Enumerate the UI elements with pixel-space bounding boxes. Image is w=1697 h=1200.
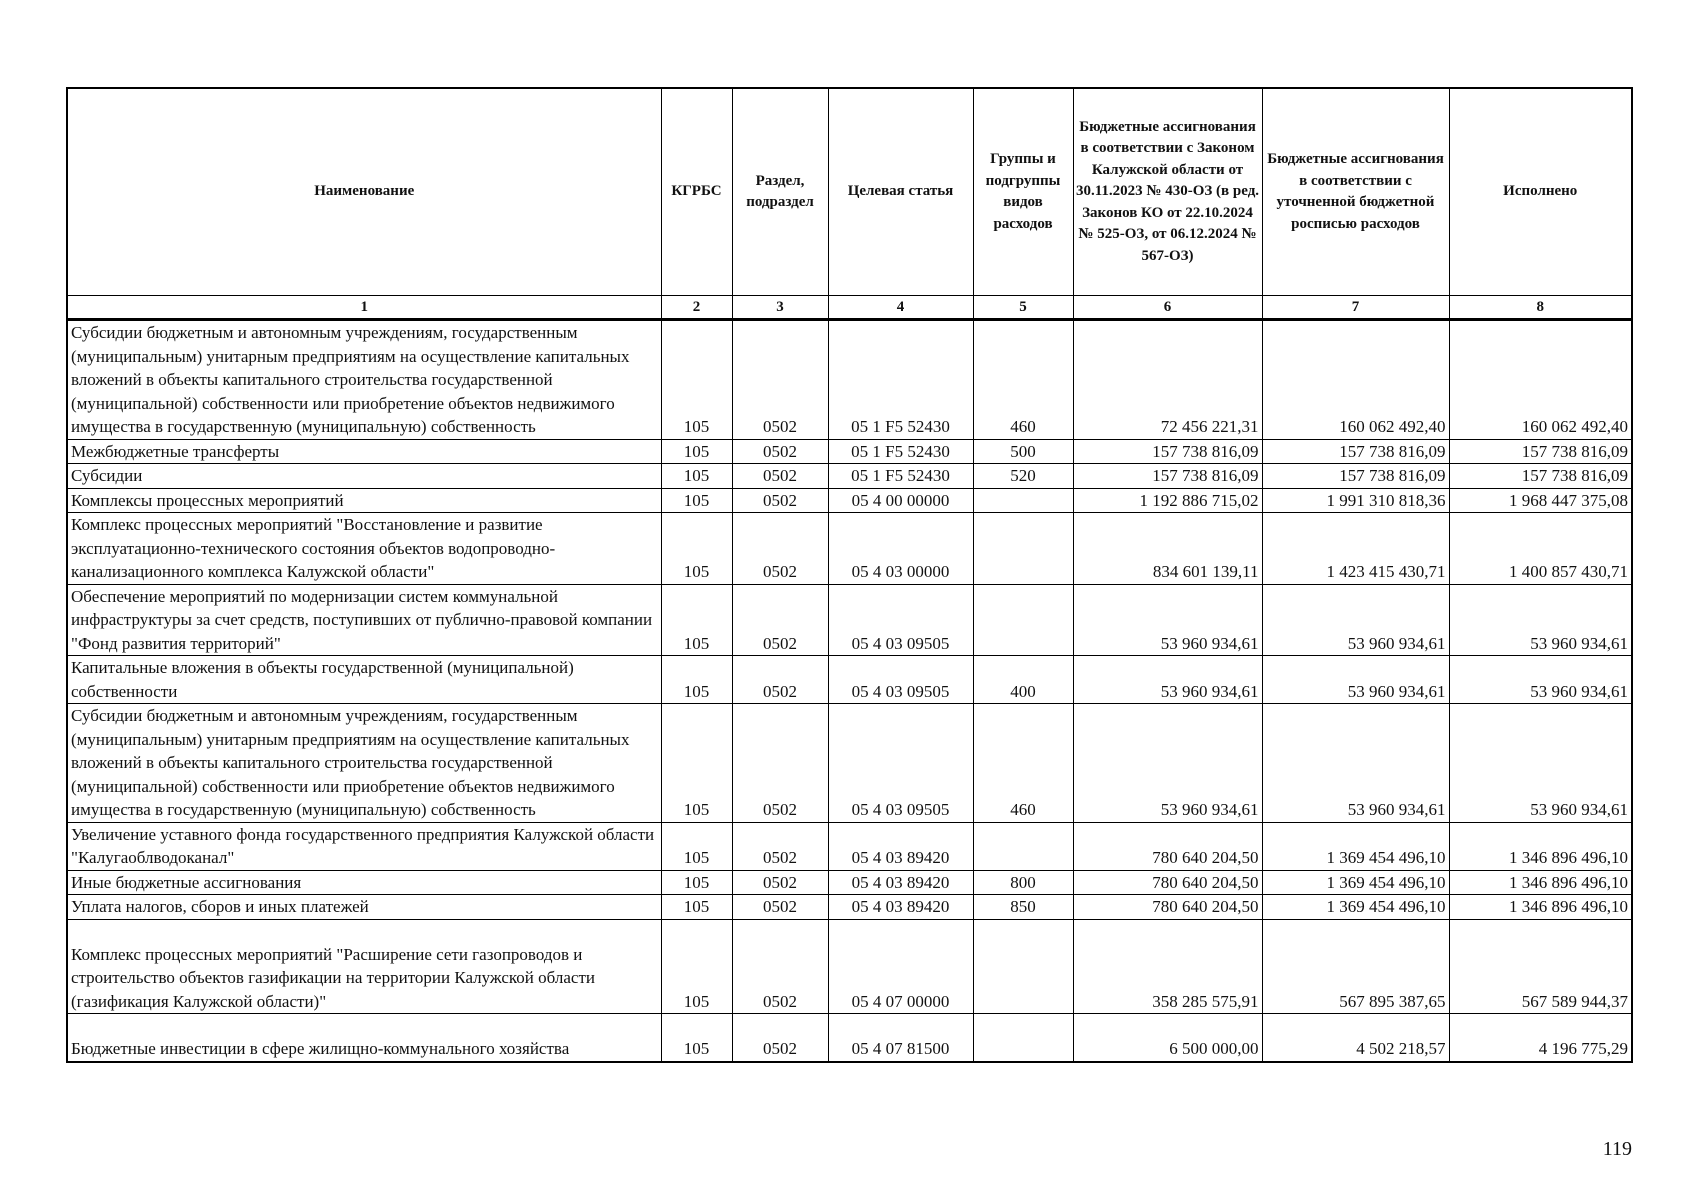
row-section: 0502	[732, 584, 828, 656]
header-law-allocations: Бюджетные ассигнования в соответствии с Законом Калужской области от 30.11.2023 № 430-ОЗ (в ред. Законов КО от 22.10.2024 № 525-ОЗ, от 06.12.2024 № 567-ОЗ)	[1073, 88, 1262, 296]
row-law-amount: 780 640 204,50	[1073, 822, 1262, 870]
row-law-amount: 780 640 204,50	[1073, 895, 1262, 920]
table-row	[67, 320, 1632, 440]
table-row	[67, 1014, 1632, 1062]
column-number: 7	[1262, 296, 1449, 320]
row-kgrbs: 105	[661, 584, 732, 656]
table-row	[67, 488, 1632, 513]
row-kgrbs: 105	[661, 513, 732, 585]
budget-execution-table	[66, 87, 1633, 1063]
row-executed-amount: 157 738 816,09	[1449, 439, 1632, 464]
row-executed-amount: 1 346 896 496,10	[1449, 870, 1632, 895]
row-kgrbs: 105	[661, 488, 732, 513]
row-expense-group	[973, 584, 1073, 656]
row-target-article: 05 4 03 09505	[828, 584, 973, 656]
row-executed-amount: 4 196 775,29	[1449, 1014, 1632, 1062]
row-planned-amount: 1 991 310 818,36	[1262, 488, 1449, 513]
row-kgrbs: 105	[661, 822, 732, 870]
row-section: 0502	[732, 822, 828, 870]
row-name: Субсидии бюджетным и автономным учреждениям, государственным (муниципальным) унитарным предприятиям на осуществление капитальных вложений в объекты капитального строительства государственной (муниципальной) собственности или приобретение объектов недвижимого имущества в государственную (муниципальную) собственность	[67, 320, 661, 440]
row-planned-amount: 157 738 816,09	[1262, 439, 1449, 464]
row-section: 0502	[732, 464, 828, 489]
row-name: Уплата налогов, сборов и иных платежей	[67, 895, 661, 920]
row-executed-amount: 53 960 934,61	[1449, 704, 1632, 823]
row-target-article: 05 4 07 81500	[828, 1014, 973, 1062]
row-law-amount: 53 960 934,61	[1073, 584, 1262, 656]
header-section: Раздел, подраздел	[732, 88, 828, 296]
row-law-amount: 157 738 816,09	[1073, 439, 1262, 464]
row-expense-group: 500	[973, 439, 1073, 464]
row-executed-amount: 53 960 934,61	[1449, 584, 1632, 656]
header-executed: Исполнено	[1449, 88, 1632, 296]
header-name: Наименование	[67, 88, 661, 296]
row-name: Комплексы процессных мероприятий	[67, 488, 661, 513]
row-name: Иные бюджетные ассигнования	[67, 870, 661, 895]
row-executed-amount: 1 346 896 496,10	[1449, 822, 1632, 870]
row-name: Межбюджетные трансферты	[67, 439, 661, 464]
row-expense-group: 400	[973, 656, 1073, 704]
table-row	[67, 464, 1632, 489]
table-row	[67, 870, 1632, 895]
row-planned-amount: 53 960 934,61	[1262, 584, 1449, 656]
header-kgrbs: КГРБС	[661, 88, 732, 296]
row-target-article: 05 4 03 89420	[828, 822, 973, 870]
column-number-row	[67, 296, 1632, 320]
row-expense-group	[973, 513, 1073, 585]
row-name: Увеличение уставного фонда государственного предприятия Калужской области "Калугаоблводоканал"	[67, 822, 661, 870]
row-target-article: 05 4 03 89420	[828, 870, 973, 895]
row-section: 0502	[732, 870, 828, 895]
row-target-article: 05 1 F5 52430	[828, 464, 973, 489]
row-target-article: 05 4 07 00000	[828, 919, 973, 1014]
row-executed-amount: 1 968 447 375,08	[1449, 488, 1632, 513]
column-number: 2	[661, 296, 732, 320]
row-expense-group: 460	[973, 320, 1073, 440]
row-name: Капитальные вложения в объекты государственной (муниципальной) собственности	[67, 656, 661, 704]
table-row	[67, 704, 1632, 823]
header-expense-groups: Группы и подгруппы видов расходов	[973, 88, 1073, 296]
row-expense-group	[973, 488, 1073, 513]
row-planned-amount: 1 423 415 430,71	[1262, 513, 1449, 585]
row-section: 0502	[732, 704, 828, 823]
row-target-article: 05 4 03 89420	[828, 895, 973, 920]
row-executed-amount: 1 346 896 496,10	[1449, 895, 1632, 920]
table-row	[67, 584, 1632, 656]
row-executed-amount: 1 400 857 430,71	[1449, 513, 1632, 585]
table-row	[67, 822, 1632, 870]
table-row	[67, 919, 1632, 1014]
row-section: 0502	[732, 1014, 828, 1062]
row-section: 0502	[732, 656, 828, 704]
row-kgrbs: 105	[661, 1014, 732, 1062]
row-planned-amount: 53 960 934,61	[1262, 704, 1449, 823]
row-law-amount: 72 456 221,31	[1073, 320, 1262, 440]
row-planned-amount: 1 369 454 496,10	[1262, 870, 1449, 895]
column-number: 3	[732, 296, 828, 320]
column-number: 4	[828, 296, 973, 320]
row-law-amount: 834 601 139,11	[1073, 513, 1262, 585]
row-planned-amount: 4 502 218,57	[1262, 1014, 1449, 1062]
row-law-amount: 1 192 886 715,02	[1073, 488, 1262, 513]
row-target-article: 05 4 00 00000	[828, 488, 973, 513]
row-planned-amount: 1 369 454 496,10	[1262, 822, 1449, 870]
row-kgrbs: 105	[661, 439, 732, 464]
row-executed-amount: 567 589 944,37	[1449, 919, 1632, 1014]
row-kgrbs: 105	[661, 656, 732, 704]
row-planned-amount: 1 369 454 496,10	[1262, 895, 1449, 920]
row-expense-group: 520	[973, 464, 1073, 489]
row-law-amount: 358 285 575,91	[1073, 919, 1262, 1014]
row-expense-group: 850	[973, 895, 1073, 920]
row-section: 0502	[732, 895, 828, 920]
row-kgrbs: 105	[661, 704, 732, 823]
column-number: 1	[67, 296, 661, 320]
row-planned-amount: 567 895 387,65	[1262, 919, 1449, 1014]
table-header-row	[67, 88, 1632, 296]
row-law-amount: 53 960 934,61	[1073, 656, 1262, 704]
row-kgrbs: 105	[661, 895, 732, 920]
row-kgrbs: 105	[661, 870, 732, 895]
row-name: Бюджетные инвестиции в сфере жилищно-коммунального хозяйства	[67, 1014, 661, 1062]
row-target-article: 05 1 F5 52430	[828, 439, 973, 464]
row-name: Комплекс процессных мероприятий "Расширение сети газопроводов и строительство объектов газификации на территории Калужской области (газификация Калужской области)"	[67, 919, 661, 1014]
row-expense-group: 460	[973, 704, 1073, 823]
header-target-article: Целевая статья	[828, 88, 973, 296]
row-planned-amount: 160 062 492,40	[1262, 320, 1449, 440]
row-law-amount: 53 960 934,61	[1073, 704, 1262, 823]
row-section: 0502	[732, 488, 828, 513]
row-name: Комплекс процессных мероприятий "Восстановление и развитие эксплуатационно-технического состояния объектов водопроводно-канализационного комплекса Калужской области"	[67, 513, 661, 585]
row-planned-amount: 53 960 934,61	[1262, 656, 1449, 704]
row-executed-amount: 160 062 492,40	[1449, 320, 1632, 440]
column-number: 5	[973, 296, 1073, 320]
table-row	[67, 656, 1632, 704]
row-law-amount: 6 500 000,00	[1073, 1014, 1262, 1062]
row-kgrbs: 105	[661, 320, 732, 440]
header-refined-allocations: Бюджетные ассигнования в соответствии с уточненной бюджетной росписью расходов	[1262, 88, 1449, 296]
row-planned-amount: 157 738 816,09	[1262, 464, 1449, 489]
row-executed-amount: 53 960 934,61	[1449, 656, 1632, 704]
row-kgrbs: 105	[661, 464, 732, 489]
row-section: 0502	[732, 919, 828, 1014]
row-section: 0502	[732, 513, 828, 585]
table-row	[67, 513, 1632, 585]
column-number: 6	[1073, 296, 1262, 320]
row-section: 0502	[732, 439, 828, 464]
page-number: 119	[1602, 1138, 1632, 1160]
row-target-article: 05 4 03 09505	[828, 704, 973, 823]
column-number: 8	[1449, 296, 1632, 320]
row-law-amount: 157 738 816,09	[1073, 464, 1262, 489]
row-expense-group	[973, 822, 1073, 870]
row-expense-group	[973, 1014, 1073, 1062]
row-section: 0502	[732, 320, 828, 440]
row-target-article: 05 1 F5 52430	[828, 320, 973, 440]
row-name: Субсидии	[67, 464, 661, 489]
row-kgrbs: 105	[661, 919, 732, 1014]
row-executed-amount: 157 738 816,09	[1449, 464, 1632, 489]
row-law-amount: 780 640 204,50	[1073, 870, 1262, 895]
row-name: Обеспечение мероприятий по модернизации систем коммунальной инфраструктуры за счет средств, поступивших от публично-правовой компании "Фонд развития территорий"	[67, 584, 661, 656]
row-name: Субсидии бюджетным и автономным учреждениям, государственным (муниципальным) унитарным предприятиям на осуществление капитальных вложений в объекты капитального строительства государственной (муниципальной) собственности или приобретение объектов недвижимого имущества в государственную (муниципальную) собственность	[67, 704, 661, 823]
table-row	[67, 439, 1632, 464]
row-expense-group	[973, 919, 1073, 1014]
row-expense-group: 800	[973, 870, 1073, 895]
row-target-article: 05 4 03 00000	[828, 513, 973, 585]
table-row	[67, 895, 1632, 920]
row-target-article: 05 4 03 09505	[828, 656, 973, 704]
